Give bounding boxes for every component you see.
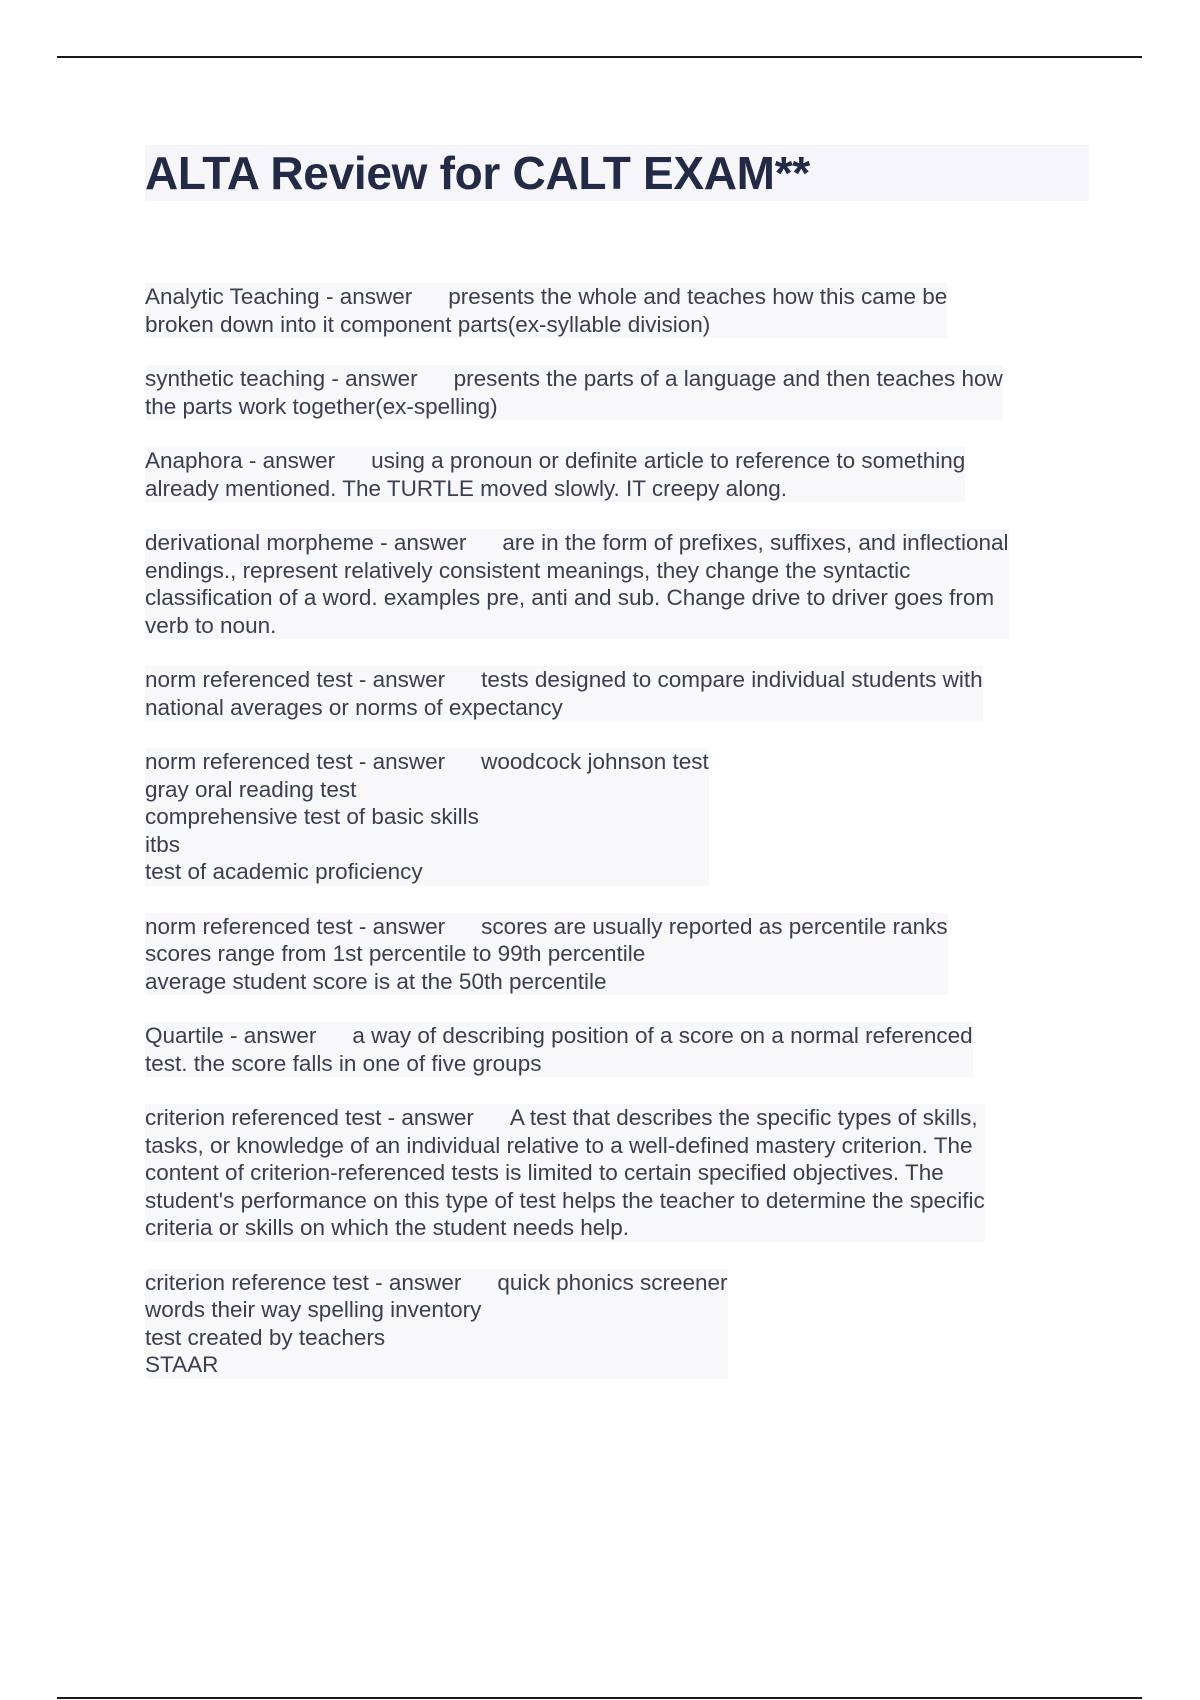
flashcard-first-line	[145, 1022, 973, 1050]
flashcard-answer-line: the parts work together(ex-spelling)	[145, 393, 498, 419]
flashcard-answer-line: a way of describing position of a score on a normal referenced	[352, 1023, 973, 1048]
bottom-rule	[57, 1697, 1142, 1699]
flashcard-answer-line: A test that describes the specific types of skills,	[509, 1105, 978, 1130]
answer-separator: - answer	[381, 1105, 474, 1130]
flashcard-answer-line: gray oral reading test	[145, 776, 357, 802]
flashcard-answer-line: itbs	[145, 831, 181, 857]
flashcard-first-line	[145, 1269, 728, 1297]
flashcard	[145, 365, 1085, 420]
flashcard-text	[145, 748, 709, 886]
answer-separator: - answer	[373, 530, 467, 555]
flashcard	[145, 748, 1085, 886]
flashcard-answer-line: broken down into it component parts(ex-syllable division)	[145, 311, 711, 337]
answer-separator: - answer	[325, 366, 418, 391]
flashcard-first-line	[145, 529, 1009, 557]
flashcard-answer-line: using a pronoun or definite article to reference to something	[371, 448, 966, 473]
flashcard-answer-line: are in the form of prefixes, suffixes, and inflectional	[502, 530, 1009, 555]
flashcard-first-line	[145, 666, 983, 694]
flashcard-first-line	[145, 913, 948, 941]
flashcard	[145, 1269, 1085, 1379]
flashcard-text	[145, 1022, 973, 1077]
flashcard-term: norm referenced test	[145, 913, 353, 939]
flashcard-first-line	[145, 1104, 985, 1132]
flashcard-term: Anaphora	[145, 448, 243, 473]
flashcard-text	[145, 529, 1009, 639]
flashcard-answer-line: tasks, or knowledge of an individual relative to a well-defined mastery criterion. The	[145, 1132, 973, 1158]
answer-separator: - answer	[368, 1269, 462, 1295]
flashcard-answer-line: scores range from 1st percentile to 99th percentile	[145, 941, 646, 966]
flashcard-term: synthetic teaching	[145, 366, 326, 391]
top-rule	[57, 56, 1142, 58]
flashcard-term: derivational morpheme	[145, 530, 374, 555]
flashcard-term: norm referenced test	[145, 667, 353, 692]
flashcard-answer-line: test of academic proficiency	[145, 859, 423, 884]
flashcard-answer-line: quick phonics screener	[497, 1269, 728, 1295]
answer-separator: - answer	[242, 448, 336, 473]
flashcard-first-line	[145, 283, 947, 311]
flashcard	[145, 283, 1085, 338]
flashcard-answer-line: verb to noun.	[145, 612, 277, 638]
flashcard-term: criterion reference test	[145, 1269, 369, 1295]
flashcard-answer-line: woodcock johnson test	[481, 749, 709, 774]
flashcard-answer-line: presents the whole and teaches how this came be	[448, 284, 948, 309]
flashcard-answer-line: student's performance on this type of test helps the teacher to determine the specific	[145, 1187, 985, 1213]
flashcard-term: criterion referenced test	[145, 1105, 382, 1130]
flashcard-term: Analytic Teaching	[145, 284, 320, 309]
flashcard	[145, 1104, 1085, 1242]
flashcard-answer-line: comprehensive test of basic skills	[145, 804, 479, 829]
flashcard-list	[145, 283, 1085, 1406]
flashcard-text	[145, 283, 947, 338]
answer-separator: - answer	[352, 913, 446, 939]
flashcard-first-line	[145, 365, 1003, 393]
flashcard	[145, 1022, 1085, 1077]
flashcard	[145, 447, 1085, 502]
flashcard-answer-line: endings., represent relatively consistent meanings, they change the syntactic	[145, 557, 911, 583]
answer-separator: - answer	[319, 284, 413, 309]
flashcard-term: Quartile	[145, 1023, 224, 1048]
flashcard-answer-line: content of criterion-referenced tests is limited to certain specified objectives. The	[145, 1160, 944, 1185]
flashcard-answer-line: criteria or skills on which the student needs help.	[145, 1215, 630, 1240]
flashcard-text	[145, 1269, 728, 1379]
flashcard-answer-line: national averages or norms of expectancy	[145, 694, 563, 720]
flashcard	[145, 666, 1085, 721]
flashcard-answer-line: classification of a word. examples pre, anti and sub. Change drive to driver goes from	[145, 585, 995, 610]
flashcard-answer-line: test created by teachers	[145, 1324, 386, 1350]
flashcard-text	[145, 447, 965, 502]
flashcard-text	[145, 365, 1003, 420]
flashcard-answer-line: words their way spelling inventory	[145, 1297, 482, 1322]
flashcard-answer-line: test. the score falls in one of five groups	[145, 1050, 542, 1076]
flashcard-answer-line: tests designed to compare individual students with	[481, 667, 983, 692]
page-title: ALTA Review for CALT EXAM**	[145, 147, 810, 199]
flashcard-answer-line: already mentioned. The TURTLE moved slowly. IT creepy along.	[145, 475, 787, 501]
flashcard-first-line	[145, 748, 709, 776]
flashcard-answer-line: STAAR	[145, 1352, 219, 1377]
flashcard-answer-line: scores are usually reported as percentile ranks	[481, 913, 948, 939]
flashcard-text	[145, 1104, 985, 1242]
flashcard-answer-line: average student score is at the 50th percentile	[145, 968, 607, 994]
flashcard-text	[145, 913, 948, 996]
flashcard-text	[145, 666, 983, 721]
flashcard-first-line	[145, 447, 965, 475]
answer-separator: - answer	[223, 1023, 317, 1048]
flashcard	[145, 913, 1085, 996]
answer-separator: - answer	[352, 749, 446, 774]
flashcard-term: norm referenced test	[145, 749, 353, 774]
flashcard	[145, 529, 1085, 639]
answer-separator: - answer	[352, 667, 446, 692]
flashcard-answer-line: presents the parts of a language and then teaches how	[453, 366, 1003, 391]
